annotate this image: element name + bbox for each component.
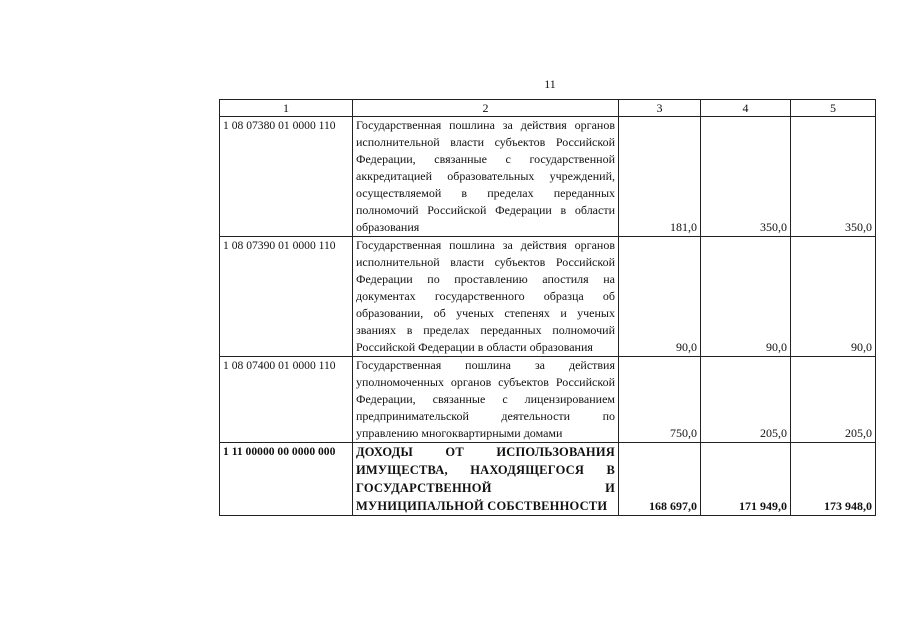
table-row — [220, 237, 876, 357]
amount-col-3: 750,0 — [619, 357, 701, 443]
amount-col-4: 350,0 — [701, 117, 791, 237]
column-header-3: 3 — [619, 100, 701, 117]
budget-code: 1 08 07400 01 0000 110 — [220, 357, 353, 443]
revenue-description: Государственная пошлина за действия органов исполнительной власти субъектов Российской Федерации по проставлению апостиля на документах государственного образца об образовании, об ученых степенях и ученых званиях в пределах переданных полномочий Российской Федерации в области образования — [353, 237, 619, 357]
amount-col-4: 90,0 — [701, 237, 791, 357]
budget-code: 1 08 07390 01 0000 110 — [220, 237, 353, 357]
table-row — [220, 117, 876, 237]
column-header-4: 4 — [701, 100, 791, 117]
amount-col-4: 171 949,0 — [701, 443, 791, 516]
budget-code: 1 08 07380 01 0000 110 — [220, 117, 353, 237]
revenue-table — [219, 99, 876, 516]
amount-col-5: 350,0 — [791, 117, 876, 237]
table-row-total — [220, 443, 876, 516]
page-number: 11 — [544, 77, 556, 91]
amount-col-3: 181,0 — [619, 117, 701, 237]
column-header-5: 5 — [791, 100, 876, 117]
amount-col-5: 173 948,0 — [791, 443, 876, 516]
amount-col-3: 90,0 — [619, 237, 701, 357]
column-header-2: 2 — [353, 100, 619, 117]
revenue-description: Государственная пошлина за действия уполномоченных органов субъектов Российской Федерации, связанные с лицензированием предпринимательской деятельности по управлению многоквартирными домами — [353, 357, 619, 443]
column-header-1: 1 — [220, 100, 353, 117]
amount-col-3: 168 697,0 — [619, 443, 701, 516]
amount-col-5: 205,0 — [791, 357, 876, 443]
table-row — [220, 357, 876, 443]
revenue-description: ДОХОДЫ ОТ ИСПОЛЬЗОВАНИЯ ИМУЩЕСТВА, НАХОДЯЩЕГОСЯ В ГОСУДАРСТВЕННОЙ И МУНИЦИПАЛЬНОЙ СОБСТВЕННОСТИ — [353, 443, 619, 516]
revenue-description: Государственная пошлина за действия органов исполнительной власти субъектов Российской Федерации, связанные с государственной аккредитацией образовательных учреждений, осуществляемой в пределах переданных полномочий Российской Федерации в области образования — [353, 117, 619, 237]
table-header-row — [220, 100, 876, 117]
budget-code: 1 11 00000 00 0000 000 — [220, 443, 353, 516]
amount-col-5: 90,0 — [791, 237, 876, 357]
amount-col-4: 205,0 — [701, 357, 791, 443]
